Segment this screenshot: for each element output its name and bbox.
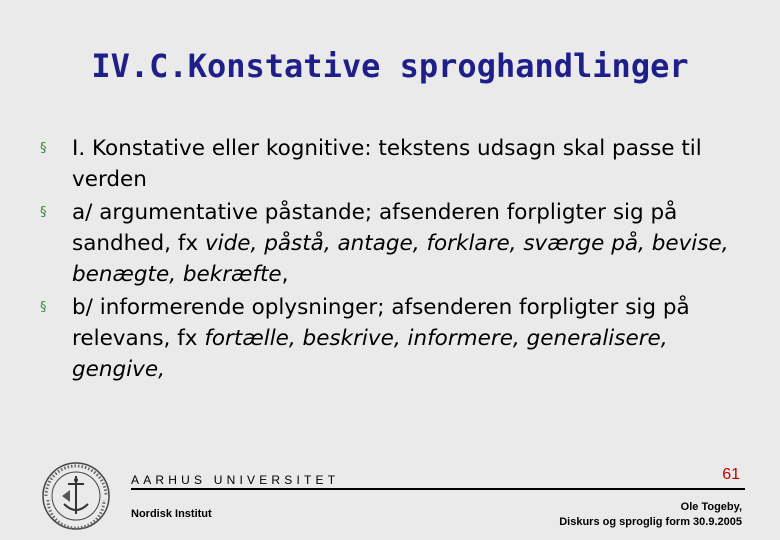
slide-title: IV.C.Konstative sproghandlinger xyxy=(91,47,689,85)
bullet-text xyxy=(72,197,740,290)
bullet-text xyxy=(72,292,740,385)
department-name: Nordisk Institut xyxy=(131,508,212,520)
bullet-text xyxy=(72,133,740,195)
footer-divider xyxy=(131,488,745,490)
bullet-text-part: I. Konstative eller kognitive: tekstens udsagn skal passe til verden xyxy=(72,136,702,192)
bullet-italic-examples: vide, påstå, antage, forklare, sværge på, bevise, benægte, bekræfte xyxy=(72,231,729,287)
university-name: AARHUS UNIVERSITET xyxy=(131,473,340,487)
aarhus-university-seal-icon xyxy=(40,460,112,532)
bullet-text-part: a/ argumentative påstande; afsenderen forpligter sig på sandhed, fx xyxy=(72,200,678,256)
bullet-text-part: b/ informerende oplysninger; afsenderen forpligter sig på relevans, fx xyxy=(72,295,690,351)
author-name: Ole Togeby, xyxy=(680,501,742,513)
bullet-marker-icon: § xyxy=(40,205,47,220)
bullet-text-part: , xyxy=(281,262,289,287)
bullet-italic-examples: fortælle, beskrive, informere, generalisere, gengive, xyxy=(72,326,668,382)
bullet-item-2 xyxy=(40,197,740,290)
bullet-marker-icon: § xyxy=(40,300,47,315)
bullet-marker-icon: § xyxy=(40,141,47,156)
bullet-item-3 xyxy=(40,292,740,385)
bullet-item-1 xyxy=(40,133,740,195)
author-info xyxy=(559,500,742,530)
bullet-list xyxy=(40,133,740,387)
course-date: Diskurs og sproglig form 30.9.2005 xyxy=(559,516,742,528)
page-number: 61 xyxy=(722,466,740,483)
